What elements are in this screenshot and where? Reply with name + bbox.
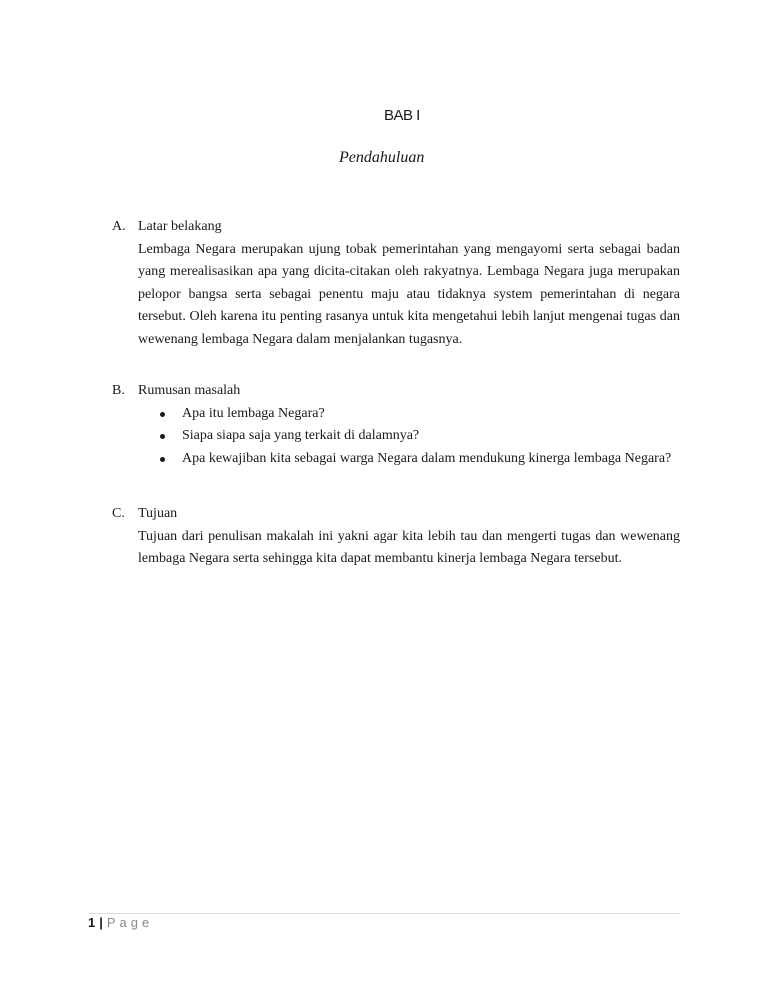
bullet-icon [160, 434, 165, 439]
footer-separator: | [99, 915, 103, 930]
section-latar-belakang [112, 216, 680, 351]
chapter-number: BAB I [384, 107, 420, 124]
section-letter: B. [112, 383, 125, 398]
section-title: Rumusan masalah [138, 383, 241, 398]
list-item-text: Apa kewajiban kita sebagai warga Negara dalam mendukung kinerga lembaga Negara? [182, 450, 672, 466]
page-footer [88, 915, 153, 930]
section-heading [112, 216, 680, 239]
section-heading [112, 503, 680, 526]
bullet-icon [160, 412, 165, 417]
page-label: Page [106, 915, 154, 930]
section-title: Latar belakang [138, 219, 222, 234]
list-item-text: Siapa siapa saja yang terkait di dalamnya? [182, 428, 420, 443]
footer-divider [88, 913, 680, 914]
bullet-icon [160, 457, 165, 462]
section-letter: C. [112, 506, 125, 521]
list-item [158, 425, 680, 448]
list-item [158, 448, 680, 471]
section-tujuan [112, 503, 680, 571]
section-letter: A. [112, 219, 126, 234]
section-paragraph: Lembaga Negara merupakan ujung tobak pemerintahan yang mengayomi serta sebagai badan yang merealisasikan apa yang dicita-citakan oleh rakyatnya. Lembaga Negara juga merupakan pelopor bangsa serta sebagai penentu maju atau tidaknya system pemerintahan di negara tersebut. Oleh karena itu penting rasanya untuk kita mengetahui lebih lanjut mengenai tugas dan wewenang lembaga Negara dalam menjalankan tugasnya. [138, 241, 680, 347]
section-title: Tujuan [138, 506, 178, 521]
section-paragraph: Tujuan dari penulisan makalah ini yakni agar kita lebih tau dan mengerti tugas dan wewenang lembaga Negara serta sehingga kita dapat membantu kinerja lembaga Negara tersebut. [138, 528, 680, 566]
chapter-title: Pendahuluan [339, 149, 425, 166]
page-number: 1 [88, 915, 96, 930]
list-item [158, 403, 680, 426]
section-heading [112, 380, 680, 403]
section-rumusan-masalah [112, 380, 680, 470]
list-item-text: Apa itu lembaga Negara? [182, 405, 325, 421]
bullet-list [158, 403, 680, 471]
